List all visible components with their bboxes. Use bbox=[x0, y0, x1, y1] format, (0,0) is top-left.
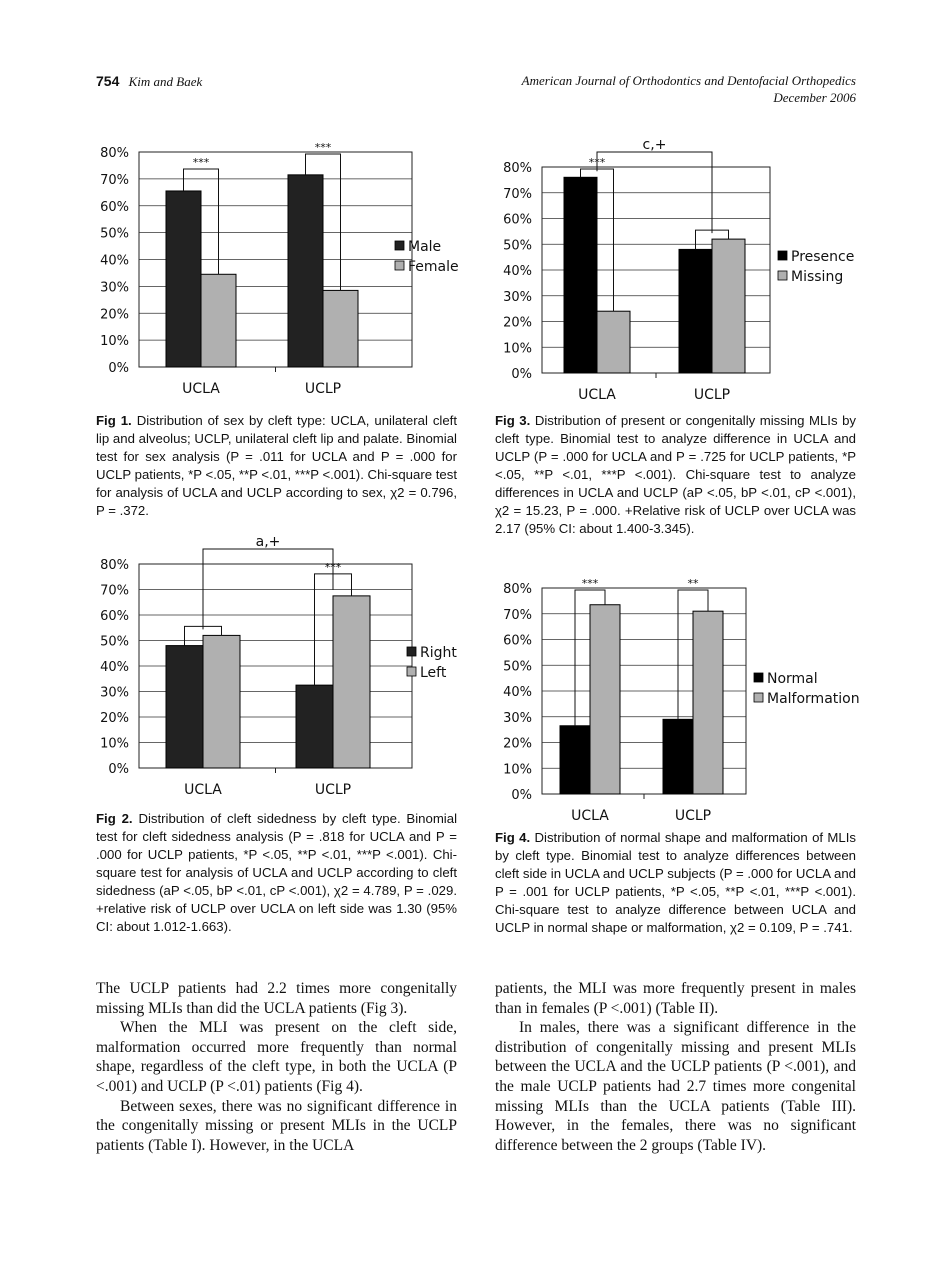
significance-label: *** bbox=[192, 155, 210, 169]
y-tick-label: 0% bbox=[108, 361, 129, 376]
body-paragraph: In males, there was a significant difference in the distribution of congenitally missing and present MLIs between the UCLA and the UCLP patients (P <.001), and the male UCLP patients had 2.7 times more congenital missing MLIs than the UCLA patients (Table III). However, in the females, there was no significant difference between the 2 groups (Table IV). bbox=[495, 1019, 856, 1154]
body-paragraph: When the MLI was present on the cleft side, malformation occurred more frequently than normal shape, regardless of the cleft type, in both the UCLA (P <.001) and UCLP (P <.01) patients (Fig 4). bbox=[96, 1019, 457, 1095]
bar-presence bbox=[679, 249, 712, 373]
bar-malformation bbox=[590, 605, 620, 794]
fig4-chart bbox=[490, 578, 870, 824]
y-tick-label: 20% bbox=[503, 315, 532, 331]
legend-label: Normal bbox=[767, 671, 818, 687]
x-category-label: UCLA bbox=[578, 387, 616, 403]
fig2-caption-text: Distribution of cleft sidedness by cleft type. Binomial test for cleft sidedness analysis (P = .818 for UCLA and P = .000 for UCLP patients, *P <.05, **P <.01, ***P <.001). Chi-square test for analysis of UCLA and UCLP according to cleft sidedness (aP <.05, bP <.01, cP <.001), χ2 = 4.789, P = .029. +relative risk of UCLP over UCLA on left side was 1.30 (95% CI: about 1.012-1.663). bbox=[96, 811, 457, 934]
legend-swatch bbox=[778, 251, 787, 260]
y-tick-label: 70% bbox=[503, 607, 532, 623]
fig3-chart bbox=[490, 137, 870, 403]
y-tick-label: 40% bbox=[100, 660, 129, 675]
fig1-caption-label: Fig 1. bbox=[96, 413, 132, 428]
fig4-caption bbox=[495, 829, 856, 937]
significance-label: c,+ bbox=[642, 137, 667, 153]
y-tick-label: 70% bbox=[100, 583, 129, 599]
bar-male bbox=[166, 191, 201, 367]
x-category-label: UCLP bbox=[314, 782, 352, 798]
y-tick-label: 30% bbox=[100, 280, 129, 296]
fig1-caption-text: Distribution of sex by cleft type: UCLA, unilateral cleft lip and alveolus; UCLP, unilateral cleft lip and palate. Binomial test for sex analysis (P = .011 for UCLA and P = .000 for UCLP patients, *P <.05, **P <.01, ***P <.001). Chi-square test for analysis of UCLA and UCLP according to sex, χ2 = 0.796, P = .372. bbox=[96, 413, 458, 518]
legend-swatch bbox=[754, 693, 763, 702]
fig4-caption-text: Distribution of normal shape and malformation of MLIs by cleft type. Binomial test to analyze differences between cleft side in UCLA and UCLP subjects (P = .000 for UCLA and P = .001 for UCLP patients, *P <.05, **P <.01, ***P <.001). Chi-square test to analyze difference between UCLA and UCLP in normal shape or malformation, χ2 = 0.109, P = .741. bbox=[495, 830, 856, 935]
bar-left bbox=[203, 635, 240, 768]
significance-label: *** bbox=[324, 560, 342, 574]
x-category-label: UCLP bbox=[693, 387, 731, 403]
bar-presence bbox=[564, 177, 597, 373]
bar-missing bbox=[712, 239, 745, 373]
body-left-column bbox=[96, 979, 457, 1155]
significance-label: ** bbox=[687, 577, 699, 590]
y-tick-label: 50% bbox=[100, 634, 129, 650]
y-tick-label: 50% bbox=[503, 659, 532, 675]
legend-label: Female bbox=[408, 259, 459, 275]
y-tick-label: 30% bbox=[100, 685, 129, 701]
legend-swatch bbox=[754, 673, 763, 682]
fig4-caption-label: Fig 4. bbox=[495, 830, 531, 845]
bar-female bbox=[201, 274, 236, 367]
running-header-left bbox=[96, 73, 202, 90]
y-tick-label: 0% bbox=[511, 367, 532, 382]
fig2-caption-label: Fig 2. bbox=[96, 811, 133, 826]
legend-swatch bbox=[395, 241, 404, 250]
authors: Kim and Baek bbox=[128, 74, 203, 89]
bar-normal bbox=[560, 726, 590, 794]
bar-female bbox=[323, 290, 358, 367]
y-tick-label: 80% bbox=[100, 558, 129, 573]
fig3-caption bbox=[495, 412, 856, 538]
significance-label: *** bbox=[314, 141, 332, 154]
x-category-label: UCLA bbox=[571, 808, 609, 824]
y-tick-label: 30% bbox=[503, 289, 532, 305]
y-tick-label: 10% bbox=[100, 736, 129, 752]
y-tick-label: 20% bbox=[100, 307, 129, 323]
bar-right bbox=[296, 685, 333, 768]
y-tick-label: 10% bbox=[503, 341, 532, 357]
bar-left bbox=[333, 596, 370, 768]
bar-right bbox=[166, 646, 203, 768]
fig1-caption bbox=[96, 412, 457, 520]
legend-label: Male bbox=[408, 239, 442, 255]
y-tick-label: 10% bbox=[100, 334, 129, 350]
significance-label: *** bbox=[588, 156, 606, 169]
y-tick-label: 60% bbox=[100, 609, 129, 624]
journal-title: American Journal of Orthodontics and Dentofacial Orthopedics bbox=[521, 73, 856, 88]
fig1-chart bbox=[82, 140, 472, 402]
legend-label: Missing bbox=[791, 269, 844, 285]
y-tick-label: 60% bbox=[503, 212, 532, 228]
y-tick-label: 80% bbox=[503, 582, 532, 597]
bar-missing bbox=[597, 311, 630, 373]
bar-normal bbox=[663, 719, 693, 794]
legend-label: Presence bbox=[791, 249, 855, 265]
fig3-caption-text: Distribution of present or congenitally missing MLIs by cleft type. Binomial test to analyze difference in UCLA and UCLP (P = .000 for UCLA and P = .725 for UCLP patients, *P <.05, **P <.01, ***P <.001). Chi-square test to analyze differences in UCLA and UCLP (aP <.05, bP <.01, cP <.001), χ2 = 15.23, P = .000. +Relative risk of UCLP over UCLA was 2.17 (95% CI: about 1.400-3.345). bbox=[495, 413, 856, 536]
y-tick-label: 40% bbox=[100, 253, 129, 269]
x-category-label: UCLP bbox=[304, 381, 342, 397]
bar-male bbox=[288, 175, 323, 367]
legend-label: Left bbox=[420, 665, 447, 681]
y-tick-label: 20% bbox=[100, 711, 129, 726]
legend-swatch bbox=[395, 261, 404, 270]
y-tick-label: 70% bbox=[100, 172, 129, 188]
bar-malformation bbox=[693, 611, 723, 794]
y-tick-label: 70% bbox=[503, 186, 532, 202]
fig2-caption bbox=[96, 810, 457, 936]
legend-swatch bbox=[407, 667, 416, 676]
significance-label: *** bbox=[581, 577, 599, 590]
y-tick-label: 20% bbox=[503, 736, 532, 752]
y-tick-label: 40% bbox=[503, 685, 532, 700]
y-tick-label: 10% bbox=[503, 762, 532, 778]
y-tick-label: 0% bbox=[511, 788, 532, 803]
y-tick-label: 30% bbox=[503, 710, 532, 726]
issue-date: December 2006 bbox=[773, 90, 856, 105]
y-tick-label: 80% bbox=[100, 146, 129, 161]
y-tick-label: 60% bbox=[100, 199, 129, 215]
y-tick-label: 50% bbox=[503, 238, 532, 254]
body-paragraph: Between sexes, there was no significant difference in the congenitally missing or present MLIs in the UCLP patients (Table I). However, in the UCLA bbox=[96, 1097, 457, 1154]
body-paragraph: The UCLP patients had 2.2 times more congenitally missing MLIs than did the UCLA patients (Fig 3). bbox=[96, 980, 457, 1017]
y-tick-label: 60% bbox=[503, 633, 532, 649]
significance-label: a,+ bbox=[255, 534, 281, 550]
legend-label: Malformation bbox=[767, 691, 860, 707]
y-tick-label: 80% bbox=[503, 161, 532, 176]
fig2-chart bbox=[82, 534, 472, 802]
page-number: 754 bbox=[96, 73, 120, 89]
body-paragraph: patients, the MLI was more frequently present in males than in females (P <.001) (Table II). bbox=[495, 980, 856, 1017]
fig3-caption-label: Fig 3. bbox=[495, 413, 531, 428]
y-tick-label: 0% bbox=[108, 762, 129, 777]
legend-swatch bbox=[778, 271, 787, 280]
x-category-label: UCLA bbox=[182, 381, 220, 397]
y-tick-label: 40% bbox=[503, 264, 532, 279]
legend-label: Right bbox=[420, 645, 457, 661]
y-tick-label: 50% bbox=[100, 226, 129, 242]
x-category-label: UCLP bbox=[674, 808, 712, 824]
x-category-label: UCLA bbox=[184, 782, 222, 798]
legend-swatch bbox=[407, 647, 416, 656]
body-right-column bbox=[495, 979, 856, 1155]
